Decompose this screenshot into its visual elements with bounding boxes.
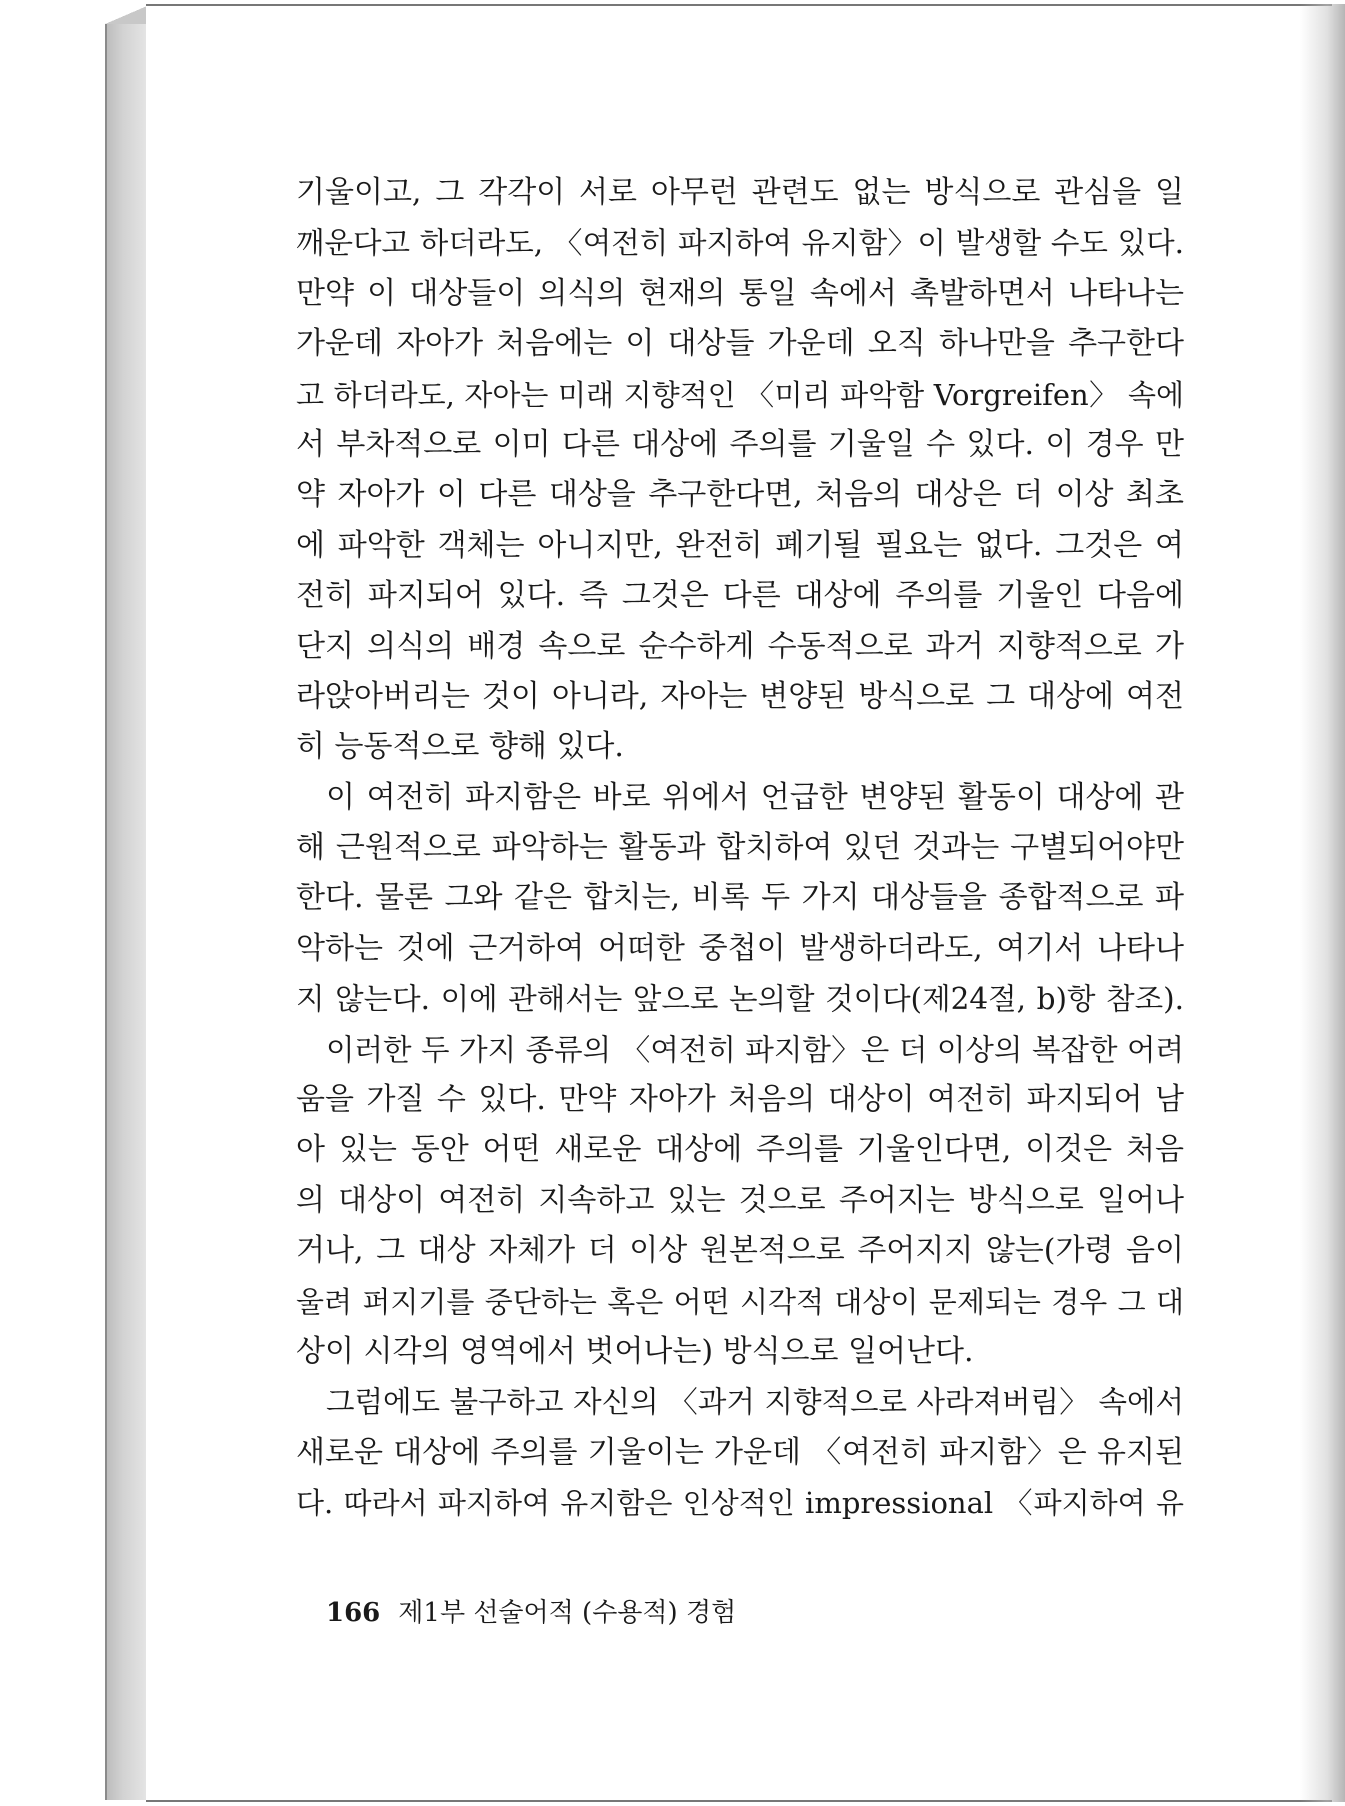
text-line: 의 대상이 여전히 지속하고 있는 것으로 주어지는 방식으로 일어나 — [296, 1182, 1184, 1218]
text-line: 거나, 그 대상 자체가 더 이상 원본적으로 주어지지 않는(가령 음이 — [296, 1233, 1184, 1269]
text-line: 이러한 두 가지 종류의 〈여전히 파지함〉은 더 이상의 복잡한 어려 — [326, 1032, 1184, 1067]
text-line: 약 자아가 이 다른 대상을 추구한다면, 처음의 대상은 더 이상 최초 — [296, 477, 1184, 513]
text-line: 전히 파지되어 있다. 즉 그것은 다른 대상에 주의를 기울인 다음에 — [296, 578, 1184, 614]
text-line: 그럼에도 불구하고 자신의 〈과거 지향적으로 사라져버림〉 속에서 — [326, 1385, 1184, 1420]
text-line: 다. 따라서 파지하여 유지함은 인상적인 impressional 〈파지하여 유 — [296, 1486, 1184, 1521]
text-line: 가운데 자아가 처음에는 이 대상들 가운데 오직 하나만을 추구한다 — [296, 326, 1184, 362]
text-line: 만약 이 대상들이 의식의 현재의 통일 속에서 촉발하면서 나타나는 — [296, 275, 1184, 311]
text-line: 히 능동적으로 향해 있다. — [296, 729, 624, 765]
text-line: 상이 시각의 영역에서 벗어나는) 방식으로 일어난다. — [296, 1333, 974, 1369]
body-text — [296, 168, 1184, 1529]
text-line: 한다. 물론 그와 같은 합치는, 비록 두 가지 대상들을 종합적으로 파 — [296, 880, 1184, 916]
text-line: 울려 퍼지기를 중단하는 혹은 어떤 시각적 대상이 문제되는 경우 그 대 — [296, 1284, 1184, 1319]
text-line: 서 부차적으로 이미 다른 대상에 주의를 기울일 수 있다. 이 경우 만 — [296, 426, 1184, 462]
text-line: 아 있는 동안 어떤 새로운 대상에 주의를 기울인다면, 이것은 처음 — [296, 1132, 1184, 1168]
text-line: 움을 가질 수 있다. 만약 자아가 처음의 대상이 여전히 파지되어 남 — [296, 1082, 1184, 1118]
text-line: 이 여전히 파지함은 바로 위에서 언급한 변양된 활동이 대상에 관 — [326, 779, 1184, 815]
text-line: 라앉아버리는 것이 아니라, 자아는 변양된 방식으로 그 대상에 여전 — [296, 678, 1184, 714]
text-line: 깨운다고 하더라도, 〈여전히 파지하여 유지함〉이 발생할 수도 있다. — [296, 226, 1184, 261]
text-line: 새로운 대상에 주의를 기울이는 가운데 〈여전히 파지함〉은 유지된 — [296, 1434, 1184, 1470]
book-spine-corner — [105, 6, 147, 24]
text-line: 지 않는다. 이에 관해서는 앞으로 논의할 것이다(제24절, b)항 참조). — [296, 982, 1184, 1017]
text-line: 단지 의식의 배경 속으로 순수하게 수동적으로 과거 지향적으로 가 — [296, 628, 1184, 664]
page-footer — [326, 1592, 736, 1629]
book-spine — [105, 6, 147, 1800]
text-line: 고 하더라도, 자아는 미래 지향적인 〈미리 파악함 Vorgreifen〉 속에 — [296, 377, 1184, 412]
page-number: 166 — [326, 1598, 381, 1628]
running-footer-section: 제1부 선술어적 (수용적) 경험 — [398, 1598, 737, 1628]
page-edge-shadow — [1300, 4, 1345, 1802]
text-line: 에 파악한 객체는 아니지만, 완전히 폐기될 필요는 없다. 그것은 여 — [296, 527, 1184, 563]
text-line: 해 근원적으로 파악하는 활동과 합치하여 있던 것과는 구별되어야만 — [296, 830, 1184, 866]
text-line: 기울이고, 그 각각이 서로 아무런 관련도 없는 방식으로 관심을 일 — [296, 175, 1184, 210]
text-line: 악하는 것에 근거하여 어떠한 중첩이 발생하더라도, 여기서 나타나 — [296, 930, 1184, 966]
